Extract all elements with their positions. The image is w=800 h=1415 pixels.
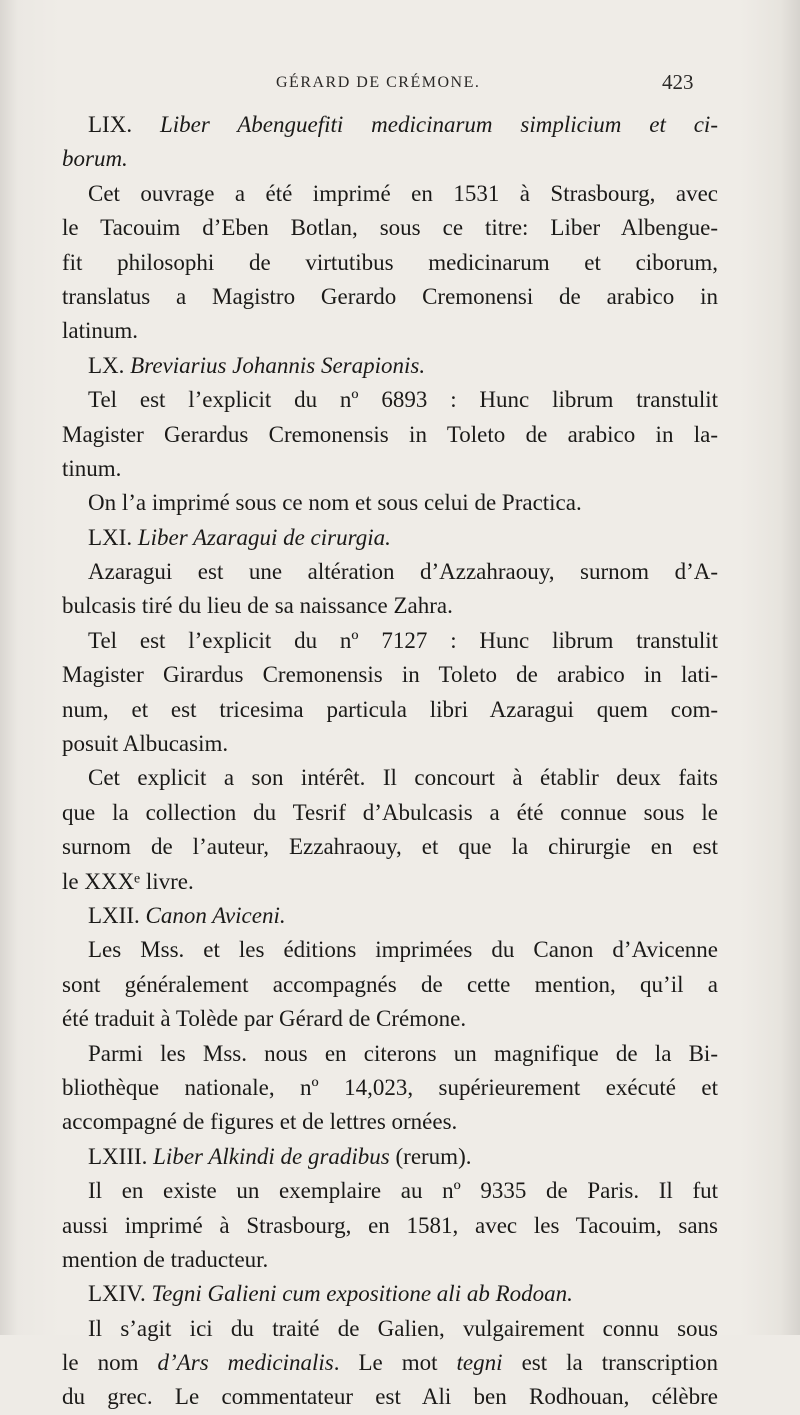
italic-text: Tegni Galieni cum expositione ali ab Rodoan.: [151, 1281, 573, 1307]
text-line: [62, 349, 718, 383]
text-line: [62, 452, 718, 486]
text-line: [62, 486, 718, 520]
text-line: [62, 1071, 718, 1105]
roman-text: fit philosophi de virtutibus medicinarum et ciborum,: [62, 249, 718, 275]
roman-text: (rerum).: [389, 1143, 472, 1169]
roman-text: bliothèque nationale, nº 14,023, supérieurement exécuté et: [62, 1074, 718, 1100]
text-line: [62, 830, 718, 864]
roman-text: Cet explicit a son intérêt. Il concourt à établir deux faits: [88, 765, 718, 791]
roman-text: Les Mss. et les éditions imprimées du Canon d’Avicenne: [88, 937, 718, 963]
text-line: [62, 1002, 718, 1036]
text-line: [62, 177, 718, 211]
text-line: [62, 589, 718, 623]
italic-text: Liber Alkindi de gradibus: [153, 1143, 390, 1169]
roman-text: Tel est l’explicit du nº 6893 : Hunc librum transtulit: [88, 387, 718, 413]
text-line: [62, 246, 718, 280]
roman-text: aussi imprimé à Strasbourg, en 1581, avec les Tacouim, sans: [62, 1212, 718, 1238]
text-line: [62, 658, 718, 692]
italic-text: Breviarius Johannis Serapionis.: [130, 352, 426, 378]
roman-text: Magister Girardus Cremonensis in Toleto de arabico in lati-: [62, 662, 718, 688]
page-number: 423: [662, 70, 694, 94]
roman-text: Magister Gerardus Cremonensis in Toleto de arabico in la-: [62, 421, 718, 447]
text-line: [62, 933, 718, 967]
roman-text: Il s’agit ici du traité de Galien, vulgairement connu sous: [88, 1315, 718, 1341]
roman-text: bulcasis tiré du lieu de sa naissance Zahra.: [62, 593, 453, 619]
roman-text: LX.: [88, 352, 131, 378]
text-line: [62, 108, 718, 142]
text-line: [62, 1346, 718, 1380]
text-line: [62, 211, 718, 245]
roman-text: le Tacouim d’Eben Botlan, sous ce titre: Liber Albengue-: [62, 215, 718, 241]
running-title: GÉRARD DE CRÉMONE.: [276, 74, 481, 91]
roman-text: On l’a imprimé sous ce nom et sous celui de Practica.: [88, 490, 582, 516]
text-line: [62, 418, 718, 452]
roman-text: Tel est l’explicit du nº 7127 : Hunc librum transtulit: [88, 627, 718, 653]
italic-text: d’Ars medicinalis: [157, 1350, 334, 1376]
roman-text: translatus a Magistro Gerardo Cremonensi de arabico in: [62, 283, 718, 309]
roman-text: été traduit à Tolède par Gérard de Crémone.: [62, 1006, 467, 1032]
roman-text: . Le mot: [333, 1350, 457, 1376]
roman-text: le XXXᵉ livre.: [62, 868, 194, 894]
roman-text: tinum.: [62, 455, 122, 481]
text-line: [62, 727, 718, 761]
roman-text: LIX.: [88, 112, 160, 137]
text-line: [62, 968, 718, 1002]
text-line: [62, 761, 718, 795]
text-line: [62, 1380, 718, 1414]
roman-text: posuit Albucasim.: [62, 731, 229, 757]
text-line: [62, 521, 718, 555]
roman-text: num, et est tricesima particula libri Azaragui quem com-: [62, 696, 718, 722]
text-line: [62, 624, 718, 658]
text-line: [62, 383, 718, 417]
text-line: [62, 899, 718, 933]
text-line: [62, 1140, 718, 1174]
roman-text: Il en existe un exemplaire au nº 9335 de Paris. Il fut: [88, 1178, 718, 1204]
text-line: [62, 865, 718, 899]
text-line: [62, 693, 718, 727]
text-line: [62, 1312, 718, 1346]
roman-text: Parmi les Mss. nous en citerons un magnifique de la Bi-: [88, 1040, 718, 1066]
roman-text: sont généralement accompagnés de cette mention, qu’il a: [62, 971, 718, 997]
roman-text: LXII.: [88, 902, 146, 928]
text-line: [62, 555, 718, 589]
roman-text: latinum.: [62, 318, 139, 344]
text-line: [62, 1277, 718, 1311]
italic-text: tegni: [456, 1350, 503, 1376]
roman-text: du grec. Le commentateur est Ali ben Rodhouan, célèbre: [62, 1384, 718, 1410]
text-line: [62, 1105, 718, 1139]
roman-text: LXIII.: [88, 1143, 154, 1169]
roman-text: LXIV.: [88, 1281, 152, 1307]
italic-text: borum.: [62, 146, 128, 172]
page-header: [0, 70, 800, 104]
body-text: [62, 108, 718, 1415]
text-line: [62, 1037, 718, 1071]
italic-text: Liber Azaragui de cirurgia.: [137, 524, 391, 550]
roman-text: que la collection du Tesrif d’Abulcasis a été connue sous le: [62, 799, 718, 825]
text-line: [62, 1243, 718, 1277]
roman-text: surnom de l’auteur, Ezzahraouy, et que la chirurgie en est: [62, 834, 718, 860]
text-line: [62, 796, 718, 830]
text-line: [62, 1209, 718, 1243]
roman-text: Azaragui est une altération d’Azzahraouy, surnom d’A-: [88, 559, 718, 585]
roman-text: accompagné de figures et de lettres ornées.: [62, 1109, 458, 1135]
text-line: [62, 1174, 718, 1208]
roman-text: LXI.: [88, 524, 138, 550]
roman-text: est la transcription: [502, 1350, 718, 1376]
text-line: [62, 314, 718, 348]
roman-text: le nom: [62, 1350, 158, 1376]
italic-text: Liber Abenguefiti medicinarum simplicium et ci-: [159, 112, 718, 137]
text-line: [62, 280, 718, 314]
italic-text: Canon Aviceni.: [145, 902, 286, 928]
text-line: [62, 142, 718, 176]
roman-text: Cet ouvrage a été imprimé en 1531 à Strasbourg, avec: [88, 180, 718, 206]
roman-text: mention de traducteur.: [62, 1246, 269, 1272]
